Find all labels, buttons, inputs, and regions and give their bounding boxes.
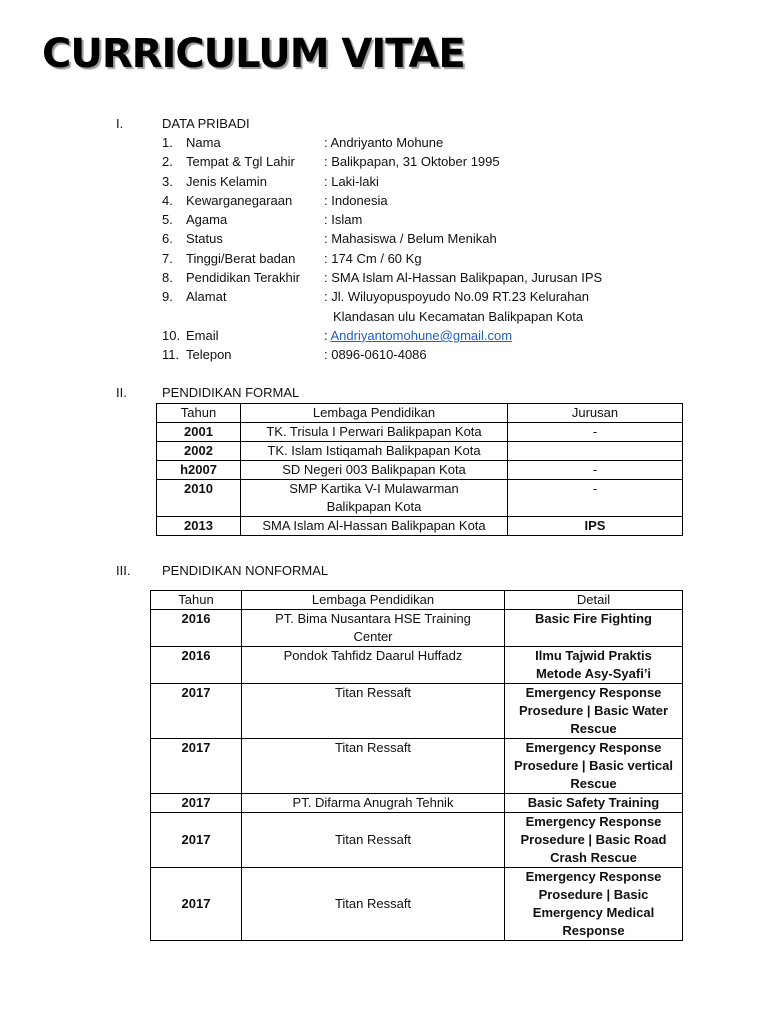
year-cell: 2017 (151, 794, 242, 813)
field-key: Status (186, 231, 223, 247)
table-header-row (157, 404, 683, 423)
field-value: : SMA Islam Al-Hassan Balikpapan, Jurusan IPS (324, 270, 603, 286)
field-value: : 0896-0610-4086 (324, 347, 427, 363)
detail-cell: Basic Safety Training (505, 794, 683, 813)
personal-row (162, 191, 662, 210)
major-cell: IPS (508, 517, 683, 536)
field-key: Nama (186, 135, 221, 150)
institution-cell: Pondok Tahfidz Daarul Huffadz (242, 647, 505, 684)
institution-cell: Titan Ressaft (242, 813, 505, 868)
column-header: Lembaga Pendidikan (242, 591, 505, 610)
field-key: Agama (186, 212, 228, 228)
table-header-row (151, 591, 683, 610)
detail-cell: Emergency Response Prosedure | Basic Road Crash Rescue (505, 813, 683, 868)
column-header: Tahun (157, 404, 241, 423)
column-header: Lembaga Pendidikan (241, 404, 508, 423)
table-row (157, 461, 683, 480)
year-cell: 2017 (151, 684, 242, 739)
section-heading-personal (116, 114, 636, 133)
row-index: 7. (162, 250, 173, 266)
field-key: Pendidikan Terakhir (186, 270, 300, 286)
row-index: 4. (162, 192, 173, 208)
field-key: Telepon (186, 347, 232, 363)
section-number: I. (116, 116, 124, 131)
detail-cell: Emergency Response Prosedure | Basic vertical Rescue (505, 739, 683, 794)
row-index: 8. (162, 270, 173, 286)
column-header: Tahun (151, 591, 242, 610)
institution-cell: Titan Ressaft (242, 739, 505, 794)
row-index: 5. (162, 212, 173, 228)
detail-cell: Ilmu Tajwid Praktis Metode Asy-Syafi’i (505, 647, 683, 684)
section-heading-formal (116, 383, 636, 402)
row-index: 10. (162, 327, 181, 343)
field-value: : Balikpapan, 31 Oktober 1995 (324, 154, 500, 170)
year-cell: 2017 (151, 868, 242, 941)
field-key: Tempat & Tgl Lahir (186, 154, 295, 170)
table-row (157, 517, 683, 536)
section-label: PENDIDIKAN FORMAL (162, 385, 300, 400)
major-cell (508, 442, 683, 461)
institution-cell: TK. Islam Istiqamah Balikpapan Kota (241, 442, 508, 461)
year-cell: 2002 (157, 442, 241, 461)
year-cell: 2017 (151, 739, 242, 794)
year-cell: 2001 (157, 423, 241, 442)
field-value (324, 326, 512, 345)
field-value: : Laki-laki (324, 173, 379, 189)
row-index: 1. (162, 135, 173, 150)
field-key: Tinggi/Berat badan (186, 250, 296, 266)
personal-row (162, 287, 662, 306)
institution-cell: TK. Trisula I Perwari Balikpapan Kota (241, 423, 508, 442)
field-key: Jenis Kelamin (186, 173, 267, 189)
table-row (157, 442, 683, 461)
field-value: : Islam (324, 212, 363, 228)
row-index: 6. (162, 231, 173, 247)
table-row (151, 813, 683, 868)
section-number: II. (116, 385, 127, 400)
detail-cell: Emergency Response Prosedure | Basic Water Rescue (505, 684, 683, 739)
year-cell: h2007 (157, 461, 241, 480)
institution-cell: SMP Kartika V-I Mulawarman Balikpapan Kota (241, 480, 508, 517)
institution-cell: Titan Ressaft (242, 868, 505, 941)
row-index: 11. (162, 347, 180, 363)
section-label: PENDIDIKAN NONFORMAL (162, 563, 329, 578)
nonformal-education-table (150, 590, 683, 941)
institution-cell: PT. Difarma Anugrah Tehnik (242, 794, 505, 813)
field-key: Alamat (186, 289, 227, 305)
row-index: 2. (162, 154, 173, 170)
table-row (151, 610, 683, 647)
institution-cell: PT. Bima Nusantara HSE Training Center (242, 610, 505, 647)
personal-row (162, 345, 662, 364)
table-row (151, 684, 683, 739)
email-link[interactable]: Andriyantomohune@gmail.com (330, 327, 513, 343)
year-cell: 2016 (151, 610, 242, 647)
major-cell: - (508, 423, 683, 442)
column-header: Jurusan (508, 404, 683, 423)
field-value: : Mahasiswa / Belum Menikah (324, 231, 497, 247)
personal-data-list (162, 133, 662, 365)
personal-row (162, 326, 662, 345)
personal-row (162, 133, 662, 152)
field-value: Klandasan ulu Kecamatan Balikpapan Kota (333, 308, 584, 324)
page-title: CURRICULUM VITAE (42, 31, 465, 77)
institution-cell: SMA Islam Al-Hassan Balikpapan Kota (241, 517, 508, 536)
section-number: III. (116, 563, 131, 578)
table-row (157, 423, 683, 442)
institution-cell: Titan Ressaft (242, 684, 505, 739)
personal-row (162, 152, 662, 171)
year-cell: 2016 (151, 647, 242, 684)
table-row (151, 868, 683, 941)
year-cell: 2010 (157, 480, 241, 517)
field-key: Email (186, 327, 219, 343)
major-cell: - (508, 480, 683, 517)
personal-row-continued (162, 307, 662, 326)
personal-row (162, 210, 662, 229)
section-label: DATA PRIBADI (162, 116, 250, 131)
field-value: : 174 Cm / 60 Kg (324, 250, 422, 266)
personal-row (162, 268, 662, 287)
table-row (157, 480, 683, 517)
table-row (151, 647, 683, 684)
field-value: : Indonesia (324, 192, 388, 208)
field-value: : Jl. Wiluyopuspoyudo No.09 RT.23 Kelurahan (324, 289, 589, 305)
institution-cell: SD Negeri 003 Balikpapan Kota (241, 461, 508, 480)
major-cell: - (508, 461, 683, 480)
field-colon: : (324, 327, 331, 343)
section-heading-nonformal (116, 561, 636, 580)
year-cell: 2017 (151, 813, 242, 868)
personal-row (162, 249, 662, 268)
personal-row (162, 172, 662, 191)
field-value: : Andriyanto Mohune (324, 135, 444, 150)
personal-row (162, 229, 662, 248)
row-index: 3. (162, 173, 173, 189)
detail-cell: Emergency Response Prosedure | Basic Emergency Medical Response (505, 868, 683, 941)
field-key: Kewarganegaraan (186, 192, 293, 208)
column-header: Detail (505, 591, 683, 610)
formal-education-table (156, 403, 683, 536)
detail-cell: Basic Fire Fighting (505, 610, 683, 647)
table-row (151, 794, 683, 813)
row-index: 9. (162, 289, 173, 305)
year-cell: 2013 (157, 517, 241, 536)
table-row (151, 739, 683, 794)
